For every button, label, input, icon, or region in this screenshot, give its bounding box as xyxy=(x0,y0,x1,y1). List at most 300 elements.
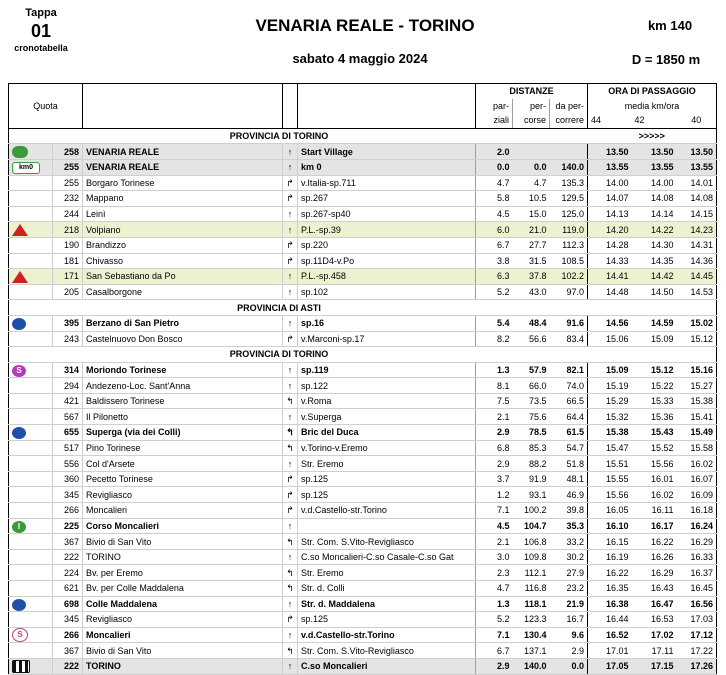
time-40: 16.07 xyxy=(677,471,717,487)
remaining-distance: 82.1 xyxy=(550,362,588,378)
covered-distance: 66.0 xyxy=(513,378,550,394)
time-44: 14.48 xyxy=(588,284,632,300)
partial-distance: 6.8 xyxy=(476,440,513,456)
time-42: 15.43 xyxy=(632,425,677,441)
remaining-distance: 61.5 xyxy=(550,425,588,441)
time-44: 16.38 xyxy=(588,596,632,612)
time-42: 14.30 xyxy=(632,237,677,253)
time-40: 16.29 xyxy=(677,534,717,550)
direction-arrow: ↑ xyxy=(283,378,298,394)
time-42: 16.02 xyxy=(632,487,677,503)
time-42: 16.53 xyxy=(632,612,677,628)
partial-distance: 2.0 xyxy=(476,144,513,160)
time-42: 13.55 xyxy=(632,159,677,175)
partial-distance: 7.1 xyxy=(476,503,513,519)
covered-distance: 88.2 xyxy=(513,456,550,472)
road-name: C.so Moncalieri xyxy=(298,659,476,675)
remaining-distance: 16.7 xyxy=(550,612,588,628)
road-name: sp.267-sp40 xyxy=(298,206,476,222)
partial-distance: 2.9 xyxy=(476,456,513,472)
location-name: VENARIA REALE xyxy=(83,144,283,160)
location-name: Il Pilonetto xyxy=(83,409,283,425)
covered-distance: 78.5 xyxy=(513,425,550,441)
stage-badge xyxy=(10,6,72,54)
road-name: sp.119 xyxy=(298,362,476,378)
time-44: 15.38 xyxy=(588,425,632,441)
table-row xyxy=(9,659,717,675)
remaining-distance: 119.0 xyxy=(550,222,588,238)
time-44: 16.52 xyxy=(588,627,632,643)
time-40: 16.56 xyxy=(677,596,717,612)
covered-distance: 10.5 xyxy=(513,191,550,207)
road-name: Str. d. Colli xyxy=(298,581,476,597)
location-name: Castelnuovo Don Bosco xyxy=(83,331,283,347)
direction-arrow: ↑ xyxy=(283,144,298,160)
speed-40-header: 40 xyxy=(677,113,717,128)
location-name: Revigliasco xyxy=(83,612,283,628)
table-row xyxy=(9,549,717,565)
covered-distance: 37.8 xyxy=(513,269,550,285)
road-name: v.Torino-v.Eremo xyxy=(298,440,476,456)
remaining-distance: 102.2 xyxy=(550,269,588,285)
time-42: 17.11 xyxy=(632,643,677,659)
time-40: 15.16 xyxy=(677,362,717,378)
time-44: 14.13 xyxy=(588,206,632,222)
covered-distance: 104.7 xyxy=(513,518,550,534)
altitude: 314 xyxy=(53,362,83,378)
table-row xyxy=(9,269,717,285)
time-42: 14.22 xyxy=(632,222,677,238)
direction-arrow: ↰ xyxy=(283,643,298,659)
covered-distance: 85.3 xyxy=(513,440,550,456)
location-name: Borgaro Torinese xyxy=(83,175,283,191)
direction-arrow: ↑ xyxy=(283,518,298,534)
direction-arrow: ↱ xyxy=(283,191,298,207)
road-name: Str. Eremo xyxy=(298,456,476,472)
remaining-distance: 51.8 xyxy=(550,456,588,472)
remaining-distance: 66.5 xyxy=(550,393,588,409)
altitude: 367 xyxy=(53,534,83,550)
road-name: v.Marconi-sp.17 xyxy=(298,331,476,347)
covered-distance: 43.0 xyxy=(513,284,550,300)
remaining-distance: 27.9 xyxy=(550,565,588,581)
province-row xyxy=(9,300,717,316)
altitude: 232 xyxy=(53,191,83,207)
altitude: 255 xyxy=(53,159,83,175)
percorse-header-2: corse xyxy=(513,113,550,128)
location-name: VENARIA REALE xyxy=(83,159,283,175)
time-42: 15.12 xyxy=(632,362,677,378)
time-44: 14.20 xyxy=(588,222,632,238)
elevation-gain: D = 1850 m xyxy=(631,52,701,67)
altitude: 222 xyxy=(53,659,83,675)
partial-distance: 2.9 xyxy=(476,659,513,675)
tappa-number: 01 xyxy=(30,21,52,41)
table-row xyxy=(9,627,717,643)
time-42: 16.01 xyxy=(632,471,677,487)
partial-distance: 2.1 xyxy=(476,534,513,550)
time-44: 15.32 xyxy=(588,409,632,425)
time-40: 14.08 xyxy=(677,191,717,207)
time-40: 14.23 xyxy=(677,222,717,238)
covered-distance: 15.0 xyxy=(513,206,550,222)
table-row xyxy=(9,534,717,550)
partial-distance: 3.8 xyxy=(476,253,513,269)
time-40: 13.50 xyxy=(677,144,717,160)
altitude: 567 xyxy=(53,409,83,425)
partial-distance: 1.3 xyxy=(476,596,513,612)
table-row xyxy=(9,393,717,409)
altitude: 218 xyxy=(53,222,83,238)
covered-distance: 31.5 xyxy=(513,253,550,269)
altitude: 243 xyxy=(53,331,83,347)
table-row xyxy=(9,487,717,503)
remaining-distance: 97.0 xyxy=(550,284,588,300)
time-42: 14.59 xyxy=(632,315,677,331)
time-40: 13.55 xyxy=(677,159,717,175)
road-name: sp.16 xyxy=(298,315,476,331)
road-name: P.L.-sp.39 xyxy=(298,222,476,238)
covered-distance xyxy=(513,144,550,160)
direction-arrow: ↑ xyxy=(283,409,298,425)
time-40: 17.03 xyxy=(677,612,717,628)
direction-arrow: ↱ xyxy=(283,487,298,503)
road-name: Str. Eremo xyxy=(298,565,476,581)
location-name: Moncalieri xyxy=(83,503,283,519)
time-42: 16.17 xyxy=(632,518,677,534)
time-44: 16.44 xyxy=(588,612,632,628)
covered-distance: 91.9 xyxy=(513,471,550,487)
province-marker xyxy=(588,347,717,363)
road-name: sp.125 xyxy=(298,471,476,487)
altitude: 205 xyxy=(53,284,83,300)
time-40: 14.01 xyxy=(677,175,717,191)
location-name: Bv. per Eremo xyxy=(83,565,283,581)
location-name: Revigliasco xyxy=(83,487,283,503)
direction-arrow: ↑ xyxy=(283,315,298,331)
gpm-icon xyxy=(12,427,26,439)
altitude: 345 xyxy=(53,612,83,628)
covered-distance: 123.3 xyxy=(513,612,550,628)
altitude: 266 xyxy=(53,627,83,643)
direction-arrow: ↱ xyxy=(283,253,298,269)
location-name: Superga (via dei Colli) xyxy=(83,425,283,441)
covered-distance: 4.7 xyxy=(513,175,550,191)
location-name: Moncalieri xyxy=(83,627,283,643)
road-name: Bric del Duca xyxy=(298,425,476,441)
remaining-distance: 83.4 xyxy=(550,331,588,347)
road-name: v.Superga xyxy=(298,409,476,425)
remaining-distance: 21.9 xyxy=(550,596,588,612)
partial-distance: 7.1 xyxy=(476,627,513,643)
road-name: Str. Com. S.Vito-Revigliasco xyxy=(298,534,476,550)
remaining-distance: 30.2 xyxy=(550,549,588,565)
location-name: TORINO xyxy=(83,549,283,565)
time-44: 17.01 xyxy=(588,643,632,659)
direction-arrow: ↰ xyxy=(283,581,298,597)
covered-distance: 27.7 xyxy=(513,237,550,253)
partial-distance: 5.4 xyxy=(476,315,513,331)
road-name: C.so Moncalieri-C.so Casale-C.so Gat xyxy=(298,549,476,565)
location-name: Pecetto Torinese xyxy=(83,471,283,487)
time-44: 15.09 xyxy=(588,362,632,378)
direction-arrow: ↑ xyxy=(283,269,298,285)
covered-distance: 106.8 xyxy=(513,534,550,550)
table-row xyxy=(9,378,717,394)
cronotabella-label: cronotabella xyxy=(14,43,68,53)
direction-arrow: ↑ xyxy=(283,362,298,378)
rail-icon xyxy=(12,271,28,283)
road-name: Str. d. Maddalena xyxy=(298,596,476,612)
table-row xyxy=(9,315,717,331)
partial-distance: 6.7 xyxy=(476,237,513,253)
time-42: 16.11 xyxy=(632,503,677,519)
altitude: 224 xyxy=(53,565,83,581)
remaining-distance: 0.0 xyxy=(550,659,588,675)
time-42: 14.08 xyxy=(632,191,677,207)
location-name: Bv. per Colle Maddalena xyxy=(83,581,283,597)
time-42: 15.33 xyxy=(632,393,677,409)
remaining-distance: 33.2 xyxy=(550,534,588,550)
road-name: sp.125 xyxy=(298,487,476,503)
partial-distance: 6.0 xyxy=(476,222,513,238)
covered-distance: 130.4 xyxy=(513,627,550,643)
location-name: Andezeno-Loc. Sant'Anna xyxy=(83,378,283,394)
time-44: 13.55 xyxy=(588,159,632,175)
time-42: 15.36 xyxy=(632,409,677,425)
start-icon xyxy=(12,146,28,158)
covered-distance: 73.5 xyxy=(513,393,550,409)
location-name: Chivasso xyxy=(83,253,283,269)
altitude: 395 xyxy=(53,315,83,331)
remaining-distance: 135.3 xyxy=(550,175,588,191)
table-row xyxy=(9,425,717,441)
direction-arrow: ↰ xyxy=(283,565,298,581)
time-40: 14.15 xyxy=(677,206,717,222)
time-42: 15.52 xyxy=(632,440,677,456)
location-name: Moriondo Torinese xyxy=(83,362,283,378)
time-44: 16.35 xyxy=(588,581,632,597)
table-row xyxy=(9,253,717,269)
table-row xyxy=(9,175,717,191)
time-40: 17.22 xyxy=(677,643,717,659)
altitude: 181 xyxy=(53,253,83,269)
remaining-distance: 108.5 xyxy=(550,253,588,269)
partial-distance: 1.2 xyxy=(476,487,513,503)
altitude: 266 xyxy=(53,503,83,519)
covered-distance: 57.9 xyxy=(513,362,550,378)
table-row xyxy=(9,612,717,628)
direction-arrow: ↰ xyxy=(283,534,298,550)
time-42: 16.43 xyxy=(632,581,677,597)
time-42: 16.22 xyxy=(632,534,677,550)
table-row xyxy=(9,237,717,253)
time-40: 15.27 xyxy=(677,378,717,394)
road-name: v.d.Castello-str.Torino xyxy=(298,627,476,643)
table-row xyxy=(9,456,717,472)
remaining-distance xyxy=(550,144,588,160)
time-44: 14.41 xyxy=(588,269,632,285)
time-40: 16.02 xyxy=(677,456,717,472)
time-42: 16.47 xyxy=(632,596,677,612)
time-44: 15.47 xyxy=(588,440,632,456)
altitude: 698 xyxy=(53,596,83,612)
remaining-distance: 91.6 xyxy=(550,315,588,331)
covered-distance: 48.4 xyxy=(513,315,550,331)
time-44: 16.05 xyxy=(588,503,632,519)
road-name: P.L.-sp.458 xyxy=(298,269,476,285)
location-name: Pino Torinese xyxy=(83,440,283,456)
partial-distance: 4.5 xyxy=(476,518,513,534)
direction-arrow: ↰ xyxy=(283,393,298,409)
time-40: 17.26 xyxy=(677,659,717,675)
altitude: 171 xyxy=(53,269,83,285)
time-42: 14.00 xyxy=(632,175,677,191)
stage-distance: km 140 xyxy=(647,18,693,33)
time-44: 14.00 xyxy=(588,175,632,191)
partial-distance: 7.5 xyxy=(476,393,513,409)
location-name: Bivio di San Vito xyxy=(83,534,283,550)
gpm-icon xyxy=(12,599,26,611)
covered-distance: 93.1 xyxy=(513,487,550,503)
time-44: 15.51 xyxy=(588,456,632,472)
partial-distance: 3.0 xyxy=(476,549,513,565)
time-42: 13.50 xyxy=(632,144,677,160)
direction-arrow: ↑ xyxy=(283,549,298,565)
time-40: 17.12 xyxy=(677,627,717,643)
time-44: 15.56 xyxy=(588,487,632,503)
direction-arrow: ↑ xyxy=(283,159,298,175)
time-42: 14.14 xyxy=(632,206,677,222)
time-42: 14.50 xyxy=(632,284,677,300)
partial-distance: 8.1 xyxy=(476,378,513,394)
covered-distance: 100.2 xyxy=(513,503,550,519)
table-row xyxy=(9,440,717,456)
covered-distance: 137.1 xyxy=(513,643,550,659)
dacorrere-header-2: correre xyxy=(550,113,588,128)
time-40: 15.12 xyxy=(677,331,717,347)
covered-distance: 118.1 xyxy=(513,596,550,612)
sprint-icon: S xyxy=(12,365,26,377)
location-name: Col d'Arsete xyxy=(83,456,283,472)
time-44: 14.28 xyxy=(588,237,632,253)
partial-distance: 5.2 xyxy=(476,284,513,300)
time-40: 14.53 xyxy=(677,284,717,300)
tappa-label: Tappa xyxy=(25,7,57,19)
time-44: 16.10 xyxy=(588,518,632,534)
time-44: 14.56 xyxy=(588,315,632,331)
remaining-distance: 112.3 xyxy=(550,237,588,253)
table-row xyxy=(9,503,717,519)
time-42: 17.02 xyxy=(632,627,677,643)
altitude: 258 xyxy=(53,144,83,160)
partial-distance: 5.2 xyxy=(476,612,513,628)
altitude: 421 xyxy=(53,393,83,409)
time-44: 15.19 xyxy=(588,378,632,394)
time-40: 14.36 xyxy=(677,253,717,269)
gpm-icon xyxy=(12,318,26,330)
time-44: 15.55 xyxy=(588,471,632,487)
direction-arrow: ↑ xyxy=(283,596,298,612)
quota-header: Quota xyxy=(9,84,83,129)
remaining-distance: 54.7 xyxy=(550,440,588,456)
time-40: 15.49 xyxy=(677,425,717,441)
time-40: 14.45 xyxy=(677,269,717,285)
remaining-distance: 35.3 xyxy=(550,518,588,534)
partial-distance: 3.7 xyxy=(476,471,513,487)
direction-arrow: ↰ xyxy=(283,425,298,441)
time-40: 15.02 xyxy=(677,315,717,331)
altitude: 190 xyxy=(53,237,83,253)
location-name: San Sebastiano da Po xyxy=(83,269,283,285)
partial-distance: 0.0 xyxy=(476,159,513,175)
percorse-header: per- xyxy=(513,99,550,114)
remaining-distance: 64.4 xyxy=(550,409,588,425)
road-name: km 0 xyxy=(298,159,476,175)
time-40: 16.09 xyxy=(677,487,717,503)
location-name: Mappano xyxy=(83,191,283,207)
direction-arrow: ↱ xyxy=(283,175,298,191)
time-42: 14.42 xyxy=(632,269,677,285)
direction-arrow: ↰ xyxy=(283,440,298,456)
remaining-distance: 48.1 xyxy=(550,471,588,487)
time-40: 16.45 xyxy=(677,581,717,597)
time-40: 16.18 xyxy=(677,503,717,519)
province-row xyxy=(9,128,717,144)
time-40: 16.37 xyxy=(677,565,717,581)
distanze-header: DISTANZE xyxy=(476,84,588,99)
time-40: 15.58 xyxy=(677,440,717,456)
time-44: 17.05 xyxy=(588,659,632,675)
direction-arrow: ↱ xyxy=(283,237,298,253)
partial-distance: 5.8 xyxy=(476,191,513,207)
time-44: 16.19 xyxy=(588,549,632,565)
road-name xyxy=(298,518,476,534)
partial-distance: 4.5 xyxy=(476,206,513,222)
direction-arrow: ↑ xyxy=(283,456,298,472)
altitude: 517 xyxy=(53,440,83,456)
covered-distance: 56.6 xyxy=(513,331,550,347)
location-name: Corso Moncalieri xyxy=(83,518,283,534)
partial-distance: 4.7 xyxy=(476,175,513,191)
road-name: v.Italia-sp.711 xyxy=(298,175,476,191)
partial-distance: 6.3 xyxy=(476,269,513,285)
location-name: Casalborgone xyxy=(83,284,283,300)
direction-arrow: ↱ xyxy=(283,331,298,347)
table-row xyxy=(9,331,717,347)
remaining-distance: 2.9 xyxy=(550,643,588,659)
table-row xyxy=(9,191,717,207)
altitude: 360 xyxy=(53,471,83,487)
altitude: 255 xyxy=(53,175,83,191)
province-name: PROVINCIA DI TORINO xyxy=(83,347,476,363)
covered-distance: 112.1 xyxy=(513,565,550,581)
partial-distance: 2.3 xyxy=(476,565,513,581)
direction-arrow: ↑ xyxy=(283,284,298,300)
partial-distance: 1.3 xyxy=(476,362,513,378)
partial-distance: 6.7 xyxy=(476,643,513,659)
direction-arrow: ↑ xyxy=(283,659,298,675)
location-name: Colle Maddalena xyxy=(83,596,283,612)
time-42: 15.09 xyxy=(632,331,677,347)
partial-distance: 8.2 xyxy=(476,331,513,347)
road-name: v.d.Castello-str.Torino xyxy=(298,503,476,519)
time-40: 14.31 xyxy=(677,237,717,253)
province-marker xyxy=(588,300,717,316)
parziali-header: par- xyxy=(476,99,513,114)
time-42: 17.15 xyxy=(632,659,677,675)
road-name: sp.102 xyxy=(298,284,476,300)
